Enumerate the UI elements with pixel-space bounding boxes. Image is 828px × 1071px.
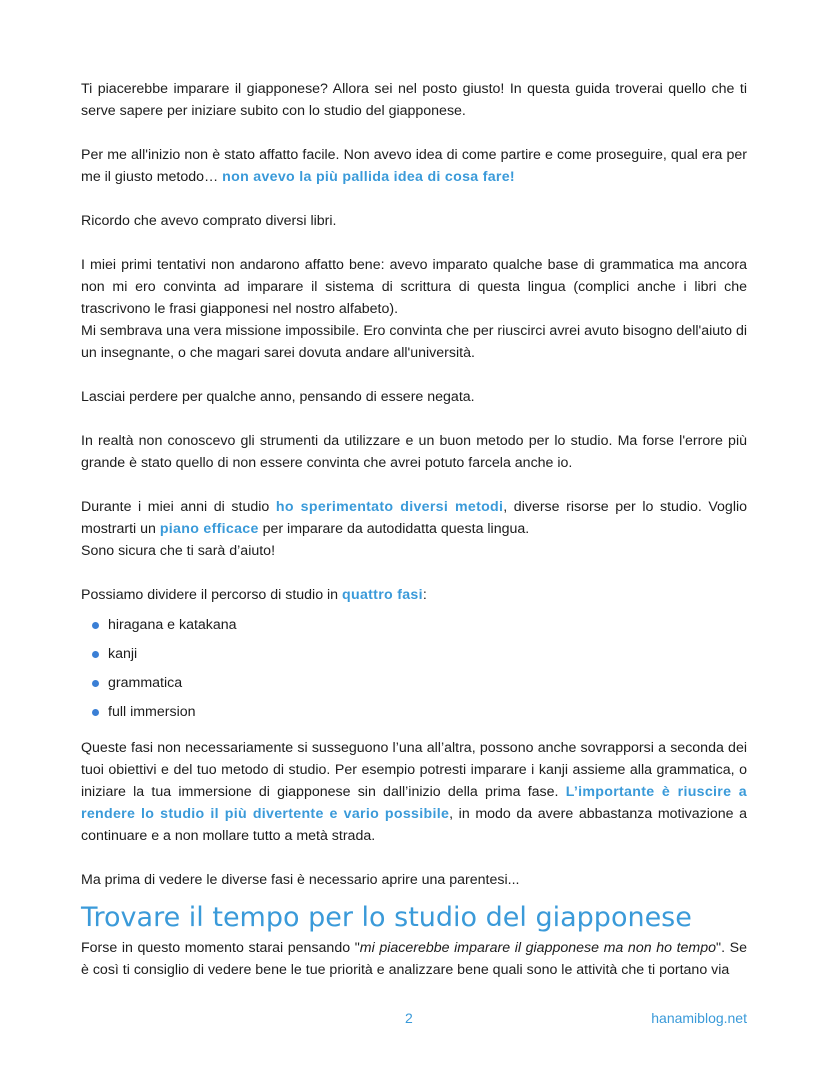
bullet-icon xyxy=(92,622,99,629)
list-item-label: grammatica xyxy=(108,675,183,691)
paragraph-text: : xyxy=(422,587,427,603)
paragraph-phases-intro xyxy=(81,584,747,606)
list-item xyxy=(81,614,747,636)
bullet-icon xyxy=(92,680,99,687)
paragraph-intro: Ti piacerebbe imparare il giapponese? Allora sei nel posto giusto! In questa guida troverai quello che ti serve sapere per iniziare subito con lo studio del giapponese. xyxy=(81,81,747,119)
paragraph-text: ". Se è così ti consiglio di vedere bene le tue priorità e analizzare bene quali sono le attività che ti portano via xyxy=(81,940,747,978)
site-link[interactable]: hanamiblog.net xyxy=(651,1010,747,1026)
paragraph-text: Durante i miei anni di studio xyxy=(81,499,276,515)
highlight-text: non avevo la più pallida idea di cosa fare! xyxy=(222,169,515,185)
bullet-icon xyxy=(92,709,99,716)
list-item xyxy=(81,643,747,665)
paragraph-tools: In realtà non conoscevo gli strumenti da utilizzare e un buon metodo per lo studio. Ma forse l'errore più grande è stato quello di non essere convinta che avrei potuto farcela anche io. xyxy=(81,433,747,471)
paragraph-parenthesis: Ma prima di vedere le diverse fasi è necessario aprire una parentesi... xyxy=(81,872,520,888)
list-item-label: full immersion xyxy=(108,704,196,720)
paragraph-beginning xyxy=(81,144,747,188)
highlight-text: ho sperimentato diversi metodi xyxy=(275,499,504,515)
list-item xyxy=(81,672,747,694)
paragraph-text: Possiamo dividere il percorso di studio in xyxy=(81,587,343,603)
paragraph-text: Forse in questo momento starai pensando " xyxy=(81,940,360,956)
highlight-text: L’importante è riuscire a rendere lo studio il più divertente e vario possibile xyxy=(81,784,747,822)
paragraph-text: per imparare da autodidatta questa lingua. xyxy=(258,521,530,537)
list-item xyxy=(81,701,747,723)
list-item-label: hiragana e katakana xyxy=(108,617,237,633)
highlight-text: piano efficace xyxy=(159,521,259,537)
paragraph-text: Per me all'inizio non è stato affatto facile. Non avevo idea di come partire e come proseguire, qual era per me il giusto metodo… xyxy=(81,147,747,185)
paragraph-attempts: I miei primi tentativi non andarono affatto bene: avevo imparato qualche base di grammatica ma ancora non mi ero convinta ad imparare il sistema di scrittura di questa lingua (complici anche i libri che trascrivono le frasi giapponesi nel nostro alfabeto). xyxy=(81,257,747,317)
paragraph-text: , in modo da avere abbastanza motivazione a continuare e a non mollare tutto a metà strada. xyxy=(81,806,748,844)
paragraph-overlap xyxy=(81,737,747,847)
highlight-text: quattro fasi xyxy=(342,587,423,603)
list-item-label: kanji xyxy=(108,646,138,662)
bullet-icon xyxy=(92,651,99,658)
section-title: Trovare il tempo per lo studio del giapponese xyxy=(81,902,692,933)
page-number: 2 xyxy=(405,1010,413,1026)
paragraph-gave-up: Lasciai perdere per qualche anno, pensando di essere negata. xyxy=(81,389,475,405)
paragraph-text: Queste fasi non necessariamente si susseguono l’una all’altra, possono anche sovrapporsi a seconda dei tuoi obiettivi e del tuo metodo di studio. Per esempio potresti imparare i kanji assieme alla grammatica, o iniziare la tua immersione di giapponese sin dall’inizio della prima fase. xyxy=(81,740,747,800)
quote-text: mi piacerebbe imparare il giapponese ma non ho tempo xyxy=(359,940,717,956)
paragraph-books: Ricordo che avevo comprato diversi libri. xyxy=(81,213,337,229)
paragraph-time xyxy=(81,937,747,981)
document-body xyxy=(81,78,747,981)
paragraph-impossible: Mi sembrava una vera missione impossibile. Ero convinta che per riuscirci avrei avuto bisogno dell'aiuto di un insegnante, o che magari sarei dovuta andare all'università. xyxy=(81,323,747,361)
paragraph-methods xyxy=(81,496,747,540)
paragraph-text: , diverse risorse per lo studio. Voglio mostrarti un xyxy=(81,499,748,537)
phases-list xyxy=(81,614,747,723)
paragraph-helpful: Sono sicura che ti sarà d’aiuto! xyxy=(81,543,276,559)
